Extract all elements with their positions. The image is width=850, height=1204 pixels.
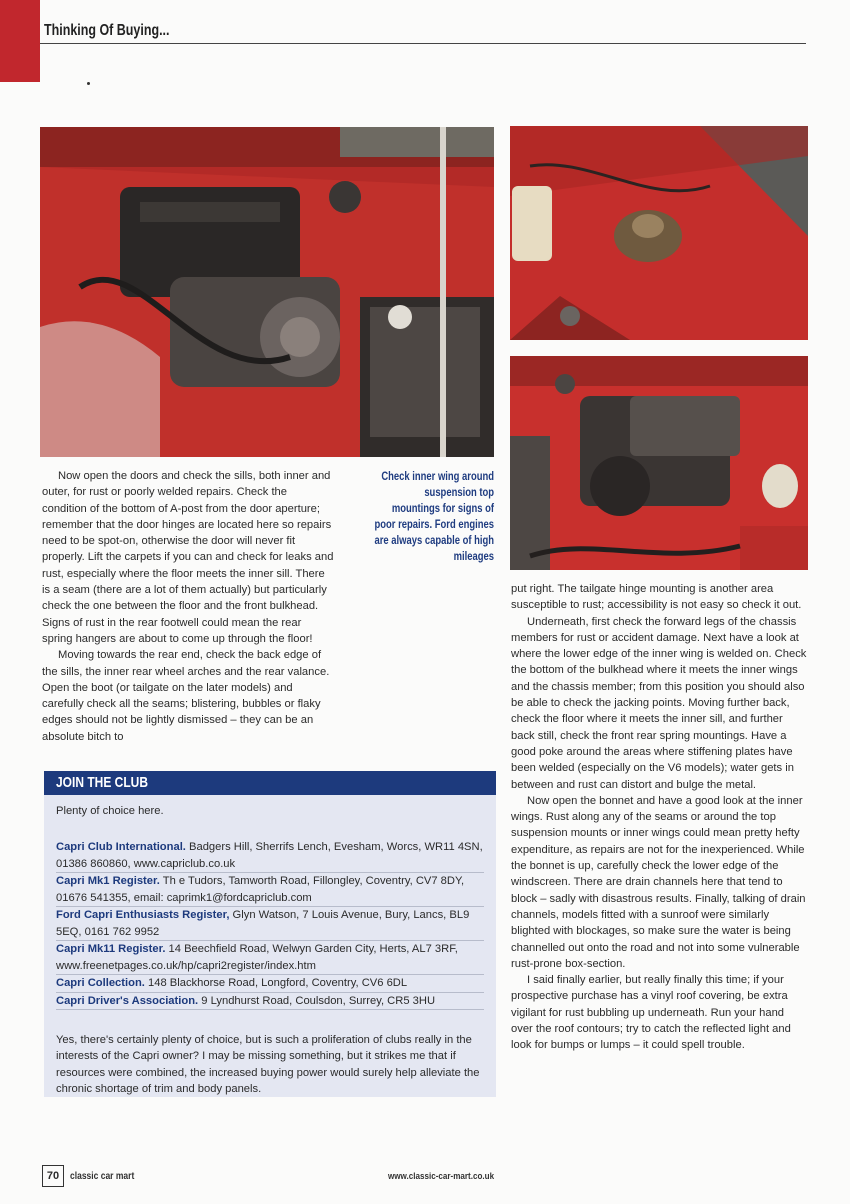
photo-caption: Check inner wing around suspension top mountings for signs of poor repairs. Ford engines are always capable of high mileages bbox=[374, 471, 494, 563]
club-box-outro: Yes, there's certainly plenty of choice, but is such a proliferation of clubs really in the interests of the Capri owner? I may be missing something, but it strikes me that if resources were combined, the increased buying power would surely help alleviate the chronic shortage of trim and body panels. bbox=[56, 1034, 480, 1095]
header-rule bbox=[40, 43, 806, 44]
article-paragraph: Now open the bonnet and have a good look at the inner wings. Rust along any of the seams or around the top suspension mounts or inner wings could mean pretty hefty expenditure, as repairs are not for the inexperienced. While the bonnet is up, carefully check the lower edge of the windscreen. There are drain channels here that tend to block – sadly with disastrous results. Finally, talking of drain channels, models fitted with a sunroof were similarly blighted with blockages, so make sure the water is being channelled out onto the road and not into some vulnerable rust-prone box-section. bbox=[511, 794, 806, 970]
club-entry: Ford Capri Enthusiasts Register, Glyn Watson, 7 Louis Avenue, Bury, Lancs, BL9 5EQ, 0161 762 9952 bbox=[56, 907, 484, 941]
club-box-heading: JOIN THE CLUB bbox=[44, 771, 496, 795]
engine-photo bbox=[510, 356, 808, 570]
section-title: Thinking Of Buying... bbox=[44, 22, 170, 39]
suspension-mount-photo bbox=[510, 126, 808, 340]
magazine-url: www.classic-car-mart.co.uk bbox=[388, 1171, 495, 1182]
article-paragraph: Moving towards the rear end, check the back edge of the sills, the inner rear wheel arches and the rear valance. Open the boot (or tailgate on the later models) and carefully check all the seams; blistering, bubbles or flaky edges should not be lightly dismissed – they can be an absolute bitch to bbox=[42, 649, 330, 743]
red-section-tab bbox=[0, 0, 40, 82]
article-paragraph: put right. The tailgate hinge mounting is another area susceptible to rust; accessibility is not easy so check it out. bbox=[511, 583, 802, 612]
page-number: 70 bbox=[42, 1165, 64, 1187]
club-entry: Capri Collection. 148 Blackhorse Road, Longford, Coventry, CV6 6DL bbox=[56, 975, 484, 993]
article-paragraph: Underneath, first check the forward legs of the chassis members for rust or accident damage. Next have a look at where the lower edge of the inner wing is welded on. Check the bottom of the bulkhead where it meets the inner wings and the chassis member; from this position you should also be able to check the jacking points. Moving further back, check the floor where it meets the inner sill, and further back still, check the front rear spring mountings. Have a good poke around the areas where stiffening plates have been welded (especially on the V6 models); water gets in between and rust can distort and bulge the metal. bbox=[511, 615, 807, 791]
article-right-column bbox=[511, 581, 808, 1054]
club-box-intro: Plenty of choice here. bbox=[56, 805, 164, 817]
article-paragraph: Now open the doors and check the sills, both inner and outer, for rust or poorly welded repairs. Check the condition of the bottom of A-post from the door aperture; remember that the door hinges are located here so repairs need to be spot-on, otherwise the door will never fit properly. Lift the carpets if you can and check for leaks and rust, especially where the floor meets the inner sill. There is a seam (there are a lot of them actually) but particularly check the one between the floor and the front bulkhead. Signs of rust in the rear footwell could mean the rear spring hangers are about to come up through the floor! bbox=[42, 470, 334, 645]
join-the-club-box bbox=[44, 771, 496, 1097]
club-entry: Capri Driver's Association. 9 Lyndhurst Road, Coulsdon, Surrey, CR5 3HU bbox=[56, 993, 484, 1011]
club-entry: Capri Mk11 Register. 14 Beechfield Road, Welwyn Garden City, Herts, AL7 3RF, www.freenetpages.co.uk/hp/capri2register/index.htm bbox=[56, 941, 484, 975]
article-left-column bbox=[42, 468, 334, 745]
bullet-dot bbox=[87, 82, 90, 85]
club-entry: Capri Club International. Badgers Hill, Sherrifs Lench, Evesham, Worcs, WR11 4SN, 01386 860860, www.capriclub.co.uk bbox=[56, 839, 484, 873]
article-paragraph: I said finally earlier, but really finally this time; if your prospective purchase has a vinyl roof covering, be extra vigilant for rust bubbling up underneath. Run your hand over the roof contours; try to catch the reflected light and look for bumps or lumps – it could spell trouble. bbox=[511, 974, 791, 1052]
magazine-name: classic car mart bbox=[70, 1171, 135, 1182]
engine-bay-photo bbox=[40, 127, 494, 457]
club-list bbox=[44, 839, 496, 1010]
club-entry: Capri Mk1 Register. Th e Tudors, Tamworth Road, Fillongley, Coventry, CV7 8DY, 01676 541355, email: caprimk1@fordcapriclub.com bbox=[56, 873, 484, 907]
